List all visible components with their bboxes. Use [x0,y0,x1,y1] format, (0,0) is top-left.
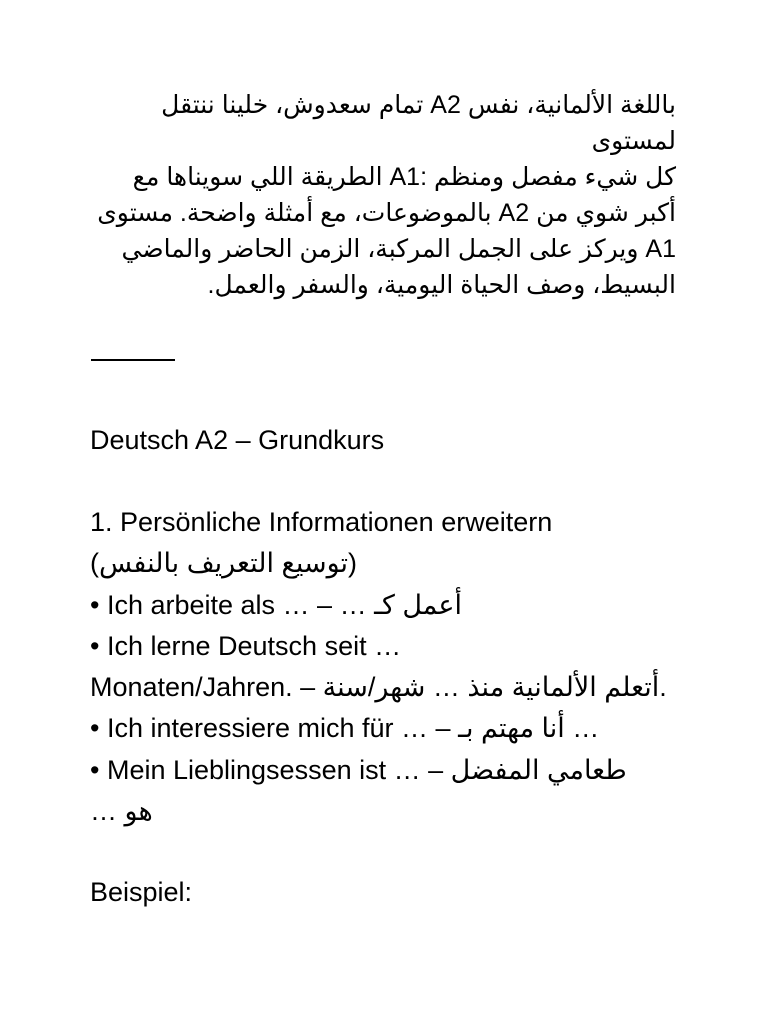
intro-line-2: كل شيء مفصل ومنظم :A1 الطريقة اللي سويناها مع [132,163,676,191]
list-item: • Ich arbeite als … – … أعمل كـ [90,590,463,620]
intro-line-1: باللغة الألمانية، نفس A2 تمام سعدوش، خلينا ننتقل لمستوى [161,91,676,155]
list-item: • Mein Lieblingsessen ist … – طعامي المفضل [90,755,627,785]
list-item-continuation: هو … [90,796,153,826]
course-title: Deutsch A2 – Grundkurs [90,425,385,455]
section-1-heading: 1. Persönliche Informationen erweitern [90,507,553,537]
list-item: • Ich interessiere mich für … – أنا مهتم بـ … [90,713,600,743]
intro-line-4: A1 ويركز على الجمل المركبة، الزمن الحاضر والماضي [121,235,676,263]
list-item-continuation: Monaten/Jahren. – أتعلم الألمانية منذ … شهر/سنة. [90,672,667,702]
separator-line [91,359,175,361]
intro-line-5: البسيط، وصف الحياة اليومية، والسفر والعمل. [207,271,676,299]
intro-line-3: أكبر شوي من A2 بالموضوعات، مع أمثلة واضحة. مستوى [97,199,676,227]
intro-paragraph [90,87,676,303]
section-1-heading-translation: (توسيع التعريف بالنفس) [90,548,358,578]
beispiel-label: Beispiel: [90,877,193,907]
list-item: • Ich lerne Deutsch seit … [90,631,402,661]
